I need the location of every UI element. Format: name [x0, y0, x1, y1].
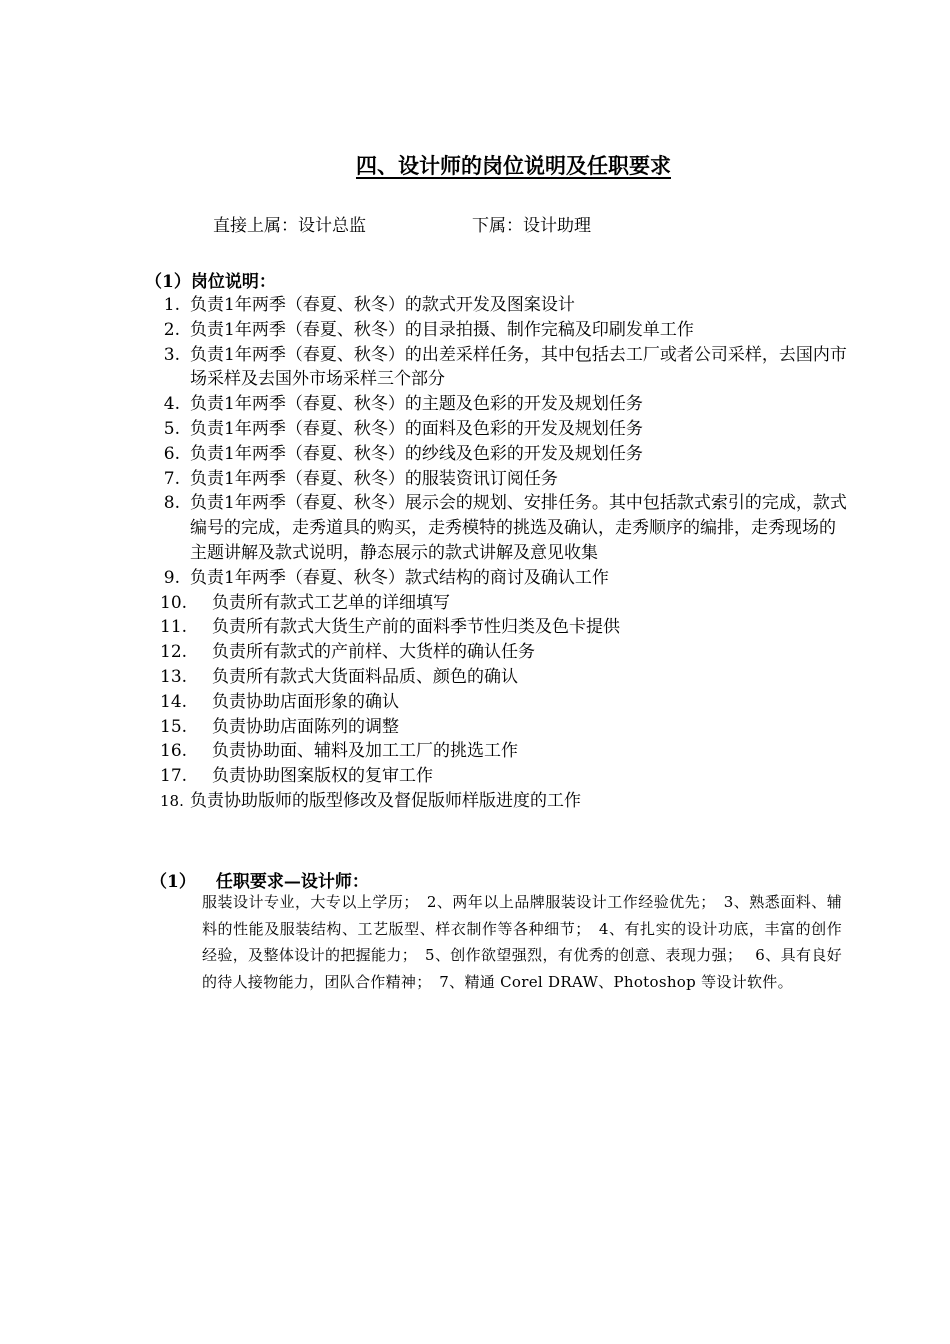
list-item [148, 764, 848, 789]
item-text: 负责协助图案版权的复审工作 [212, 766, 433, 787]
list-item [148, 417, 848, 442]
duties-list [148, 293, 848, 814]
item-text: 负责1年两季（春夏、秋冬）的目录拍摄、制作完稿及印刷发单工作 [190, 319, 694, 340]
item-number: 5. [163, 418, 180, 439]
item-text: 负责1年两季（春夏、秋冬）的主题及色彩的开发及规划任务 [190, 394, 643, 415]
list-item [148, 343, 848, 393]
item-number: 13. [160, 666, 188, 687]
item-number: 17. [160, 766, 188, 787]
list-item [148, 615, 848, 640]
list-item [148, 566, 848, 591]
list-item [148, 293, 848, 318]
list-item [148, 491, 848, 565]
item-text: 负责1年两季（春夏、秋冬）的出差采样任务，其中包括去工厂或者公司采样，去国内市场采样及去国外市场采样三个部分 [190, 344, 847, 390]
item-number: 1. [163, 295, 180, 315]
item-number: 3. [163, 344, 180, 365]
list-item [148, 318, 848, 343]
subordinate-label: 下属：设计助理 [472, 216, 591, 236]
item-text: 负责协助版师的版型修改及督促版师样版进度的工作 [190, 790, 581, 811]
item-text: 负责1年两季（春夏、秋冬）的服装资讯订阅任务 [190, 468, 558, 489]
item-text: 负责协助面、辅料及加工工厂的挑选工作 [212, 741, 518, 762]
list-item [148, 715, 848, 740]
list-item [148, 789, 848, 814]
item-number: 11. [160, 617, 188, 638]
item-number: 12. [160, 642, 188, 663]
section-heading-duties: （1）岗位说明： [145, 272, 276, 292]
item-number: 8. [163, 493, 180, 514]
item-number: 18. [160, 791, 184, 810]
list-item [148, 690, 848, 715]
list-item [148, 739, 848, 764]
item-text: 负责所有款式工艺单的详细填写 [212, 592, 450, 613]
list-item [148, 665, 848, 690]
item-number: 2. [163, 319, 180, 340]
item-text: 负责所有款式的产前样、大货样的确认任务 [212, 642, 535, 663]
item-number: 4. [163, 394, 180, 415]
item-text: 负责1年两季（春夏、秋冬）的款式开发及图案设计 [190, 295, 575, 315]
requirements-paragraph: 服装设计专业，大专以上学历； 2、两年以上品牌服装设计工作经验优先； 3、熟悉面料、辅料的性能及服装结构、工艺版型、样衣制作等各种细节； 4、有扎实的设计功底，丰富的创作经验，及整体设计的把握能力； 5、创作欲望强烈，有优秀的创意、表现力强； 6、具有良好的待人接物能力，团队合作精神； 7、精通 Corel DRAW、Photoshop 等设计软件。 [202, 893, 842, 991]
item-text: 负责1年两季（春夏、秋冬）的面料及色彩的开发及规划任务 [190, 418, 643, 439]
page-title: 四、设计师的岗位说明及任职要求 [356, 153, 671, 178]
item-number: 16. [160, 741, 188, 762]
item-number: 6. [163, 443, 180, 464]
item-text: 负责所有款式大货生产前的面料季节性归类及色卡提供 [212, 617, 620, 638]
item-number: 7. [163, 468, 180, 489]
item-text: 负责1年两季（春夏、秋冬）款式结构的商讨及确认工作 [190, 567, 609, 588]
item-number: 14. [160, 691, 188, 712]
item-text: 负责协助店面形象的确认 [212, 691, 399, 712]
item-number: 15. [160, 716, 188, 737]
list-item [148, 467, 848, 492]
section-title: 任职要求—设计师： [215, 872, 369, 892]
section-number: （1） [150, 872, 196, 892]
superior-label: 直接上属：设计总监 [213, 216, 366, 236]
item-number: 10. [160, 592, 188, 613]
item-number: 9. [163, 567, 180, 588]
list-item [148, 591, 848, 616]
reporting-line [213, 211, 591, 236]
list-item [148, 442, 848, 467]
item-text: 负责所有款式大货面料品质、颜色的确认 [212, 666, 518, 687]
item-text: 负责协助店面陈列的调整 [212, 716, 399, 737]
item-text: 负责1年两季（春夏、秋冬）展示会的规划、安排任务。其中包括款式索引的完成，款式编号的完成，走秀道具的购买，走秀模特的挑选及确认，走秀顺序的编排，走秀现场的主题讲解及款式说明，静态展示的款式讲解及意见收集 [190, 493, 847, 563]
list-item [148, 640, 848, 665]
item-text: 负责1年两季（春夏、秋冬）的纱线及色彩的开发及规划任务 [190, 443, 643, 464]
list-item [148, 392, 848, 417]
